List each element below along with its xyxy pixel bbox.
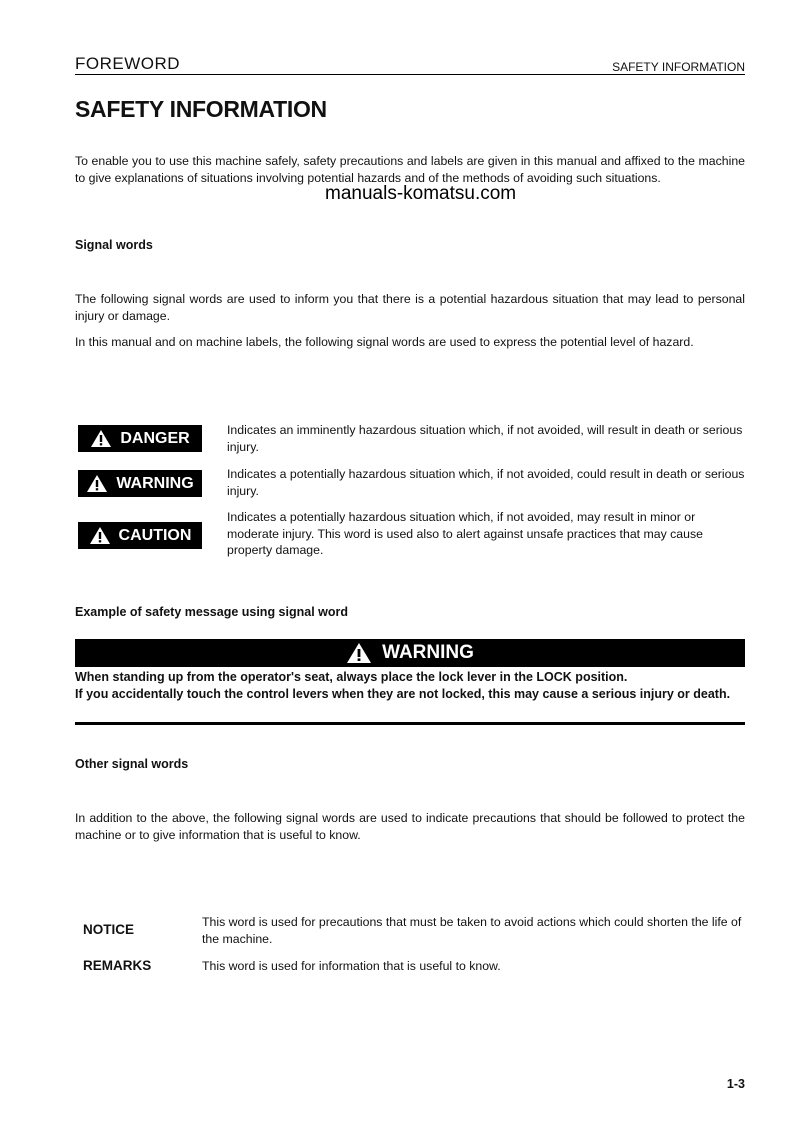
remarks-label: REMARKS: [83, 958, 152, 973]
other-paragraph: In addition to the above, the following signal words are used to indicate precautions that should be followed to protect the machine or to give information that is useful to know.: [75, 811, 745, 842]
example-bottom-rule: [75, 722, 745, 725]
warning-label: WARNING: [116, 474, 194, 492]
example-warning-label: WARNING: [382, 642, 474, 663]
watermark: manuals-komatsu.com: [325, 183, 517, 204]
example-heading: Example of safety message using signal word: [75, 605, 349, 619]
danger-description: Indicates an imminently hazardous situation which, if not avoided, will result in death or serious injury.: [227, 423, 743, 454]
danger-badge: [78, 425, 202, 452]
intro-paragraph: To enable you to use this machine safely, safety precautions and labels are given in this manual and affixed to the machine to give explanations of situations involving potential hazards and of the methods of avoiding such situations.: [75, 154, 745, 185]
signal-words-para2: In this manual and on machine labels, the following signal words are used to express the potential level of hazard.: [75, 335, 694, 349]
signal-words-para1: The following signal words are used to inform you that there is a potential hazardous situation that may lead to personal injury or damage.: [75, 292, 745, 323]
example-line1: When standing up from the operator's seat, always place the lock lever in the LOCK position.: [75, 670, 628, 684]
warning-description: Indicates a potentially hazardous situation which, if not avoided, could result in death or serious injury.: [227, 467, 745, 498]
page-number: 1-3: [726, 1077, 745, 1091]
header-running-title: SAFETY INFORMATION: [612, 60, 745, 74]
signal-words-heading: Signal words: [75, 238, 153, 252]
page-title: SAFETY INFORMATION: [75, 96, 327, 122]
example-line2: If you accidentally touch the control levers when they are not locked, this may cause a serious injury or death.: [75, 686, 731, 701]
header-rule: [75, 74, 745, 75]
warning-triangle-icon: [346, 642, 372, 664]
example-warning-bar: [75, 639, 745, 667]
danger-label: DANGER: [120, 429, 190, 447]
caution-badge: [78, 522, 202, 549]
notice-label: NOTICE: [83, 922, 135, 937]
warning-triangle-icon: [86, 474, 108, 493]
other-heading: Other signal words: [75, 757, 189, 771]
caution-description: Indicates a potentially hazardous situation which, if not avoided, may result in minor or moderate injury. This word is used also to alert against unsafe practices that may cause property damage.: [227, 510, 703, 557]
notice-description: This word is used for precautions that must be taken to avoid actions which could shorten the life of the machine.: [202, 915, 742, 946]
warning-triangle-icon: [90, 429, 112, 448]
warning-badge: [78, 470, 202, 497]
caution-label: CAUTION: [118, 526, 192, 544]
warning-triangle-icon: [89, 526, 111, 545]
example-warning-text: [75, 669, 745, 702]
remarks-description: This word is used for information that is useful to know.: [202, 959, 501, 973]
header-section: FOREWORD: [75, 54, 181, 73]
